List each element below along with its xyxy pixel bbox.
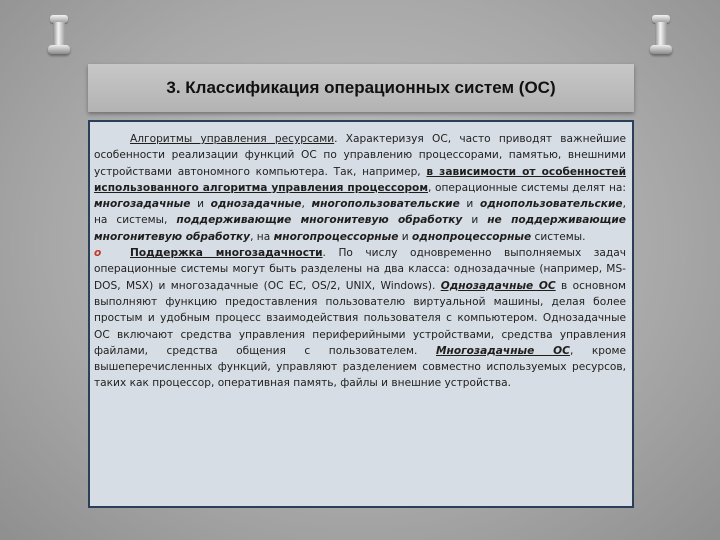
pushpin-left-icon	[48, 15, 70, 59]
term-multiuser: многопользовательские	[311, 198, 460, 211]
term-singletask: однозадачные	[210, 198, 302, 211]
term-multitask: многозадачные	[94, 198, 191, 211]
term-multiprocessor: многопроцессорные	[273, 230, 399, 243]
term-singleprocessor: однопроцессорные	[412, 230, 532, 243]
heading-multitasking-support: Поддержка многозадачности	[130, 247, 323, 260]
bullet-icon: o	[94, 247, 102, 260]
term-singleuser: однопользовательские	[479, 198, 623, 211]
term-singletask-os: Однозадачные ОС	[440, 279, 556, 292]
term-multithread: поддерживающие многонитевую обработку	[176, 214, 463, 227]
paragraph-algorithms: Алгоритмы управления ресурсами. Характеризуя ОС, часто приводят важнейшие особенности реализации функций ОС по управлению процессорами, памятью, внешними устройствами автономного компьютера. Так, например, в зависимости от особенностей использованного алгоритма управления процессором, операционные системы делят на: многозадачные и однозадачные, многопользовательские и однопользовательские, на системы, поддерживающие многонитевую обработку и не поддерживающие многонитевую обработку, на многопроцессорные и однопроцессорные системы.	[94, 133, 626, 243]
slide-title: 3. Классификация операционных систем (ОС)	[166, 78, 556, 97]
term-multitask-os: Многозадачные ОС	[435, 344, 570, 357]
term-no-multithread: не поддерживающие многонитевую обработку	[94, 214, 626, 243]
heading-resource-algorithms: Алгоритмы управления ресурсами	[130, 133, 335, 145]
paragraph-multitasking: o Поддержка многозадачности. По числу одновременно выполняемых задач операционные системы могут быть разделены на два класса: однозадачные (например, MS-DOS, MSX) и многозадачные (ОС ЕС, OS/2, UNIX, Windows). Однозадачные ОС в основном выполняют функцию предоставления пользователю виртуальной машины, делая более простым и удобным процесс взаимодействия пользователя с компьютером. Однозадачные ОС включают средства управления периферийными устройствами, средства управления файлами, средства общения с пользователем. Многозадачные ОС, кроме вышеперечисленных функций, управляют разделением совместно используемых ресурсов, таких как процессор, оперативная память, файлы и внешние устройства.	[94, 247, 626, 390]
pushpin-right-icon	[650, 15, 672, 59]
emphasis-processor-algorithm: в зависимости от особенностей использованного алгоритма управления процессором	[94, 165, 626, 194]
slide-title-bar	[88, 64, 634, 112]
content-panel	[88, 120, 634, 508]
